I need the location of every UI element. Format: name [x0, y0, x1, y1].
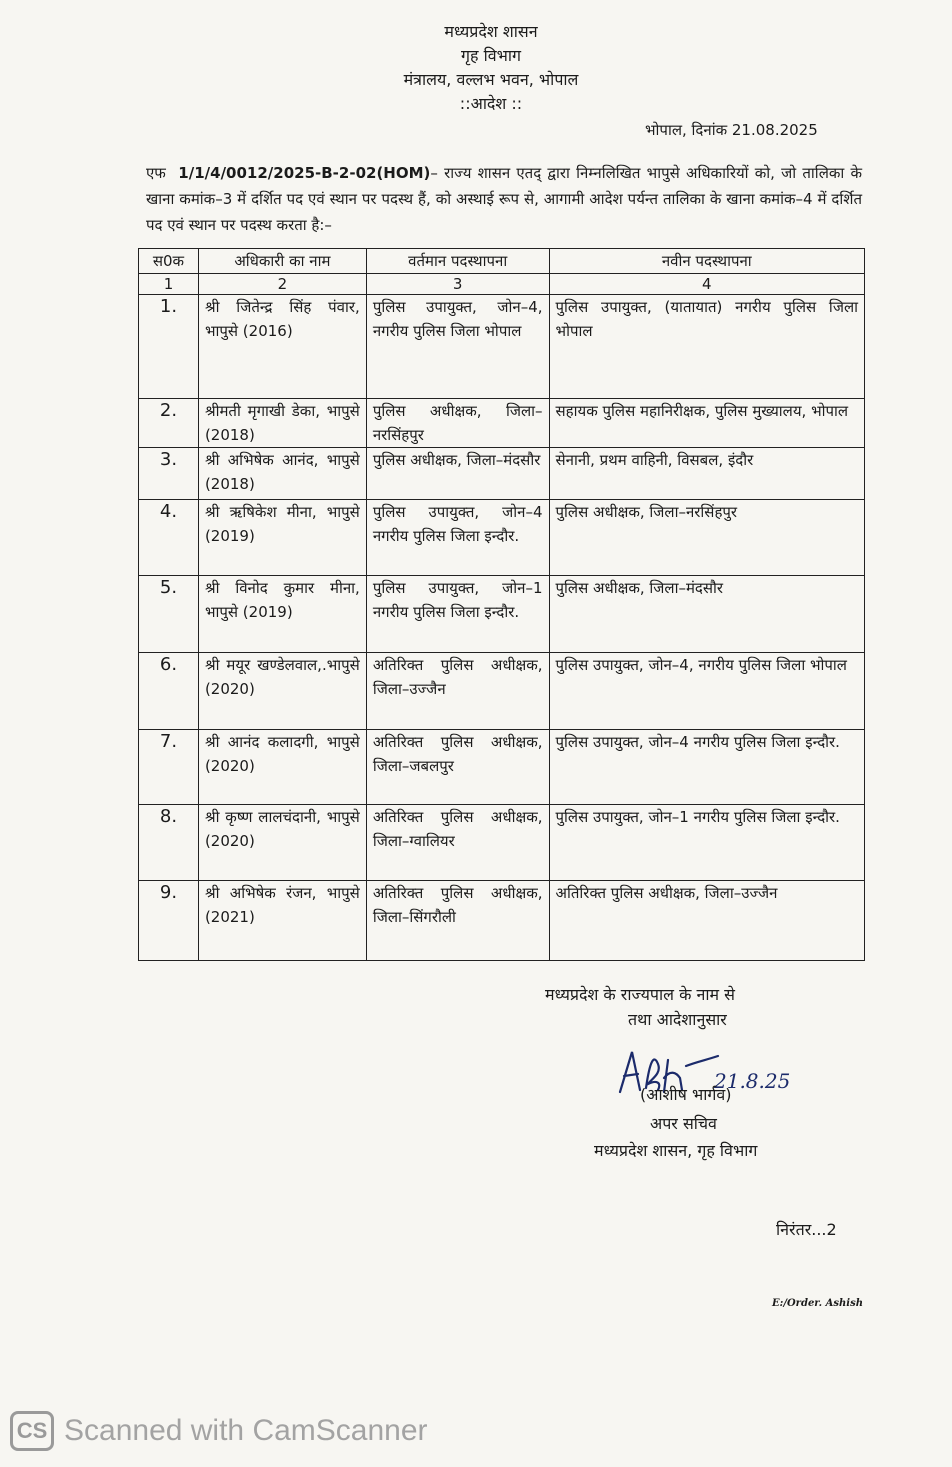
new-posting: सहायक पुलिस महानिरीक्षक, पुलिस मुख्यालय, भोपाल	[549, 399, 864, 448]
header-order-title: ::आदेश ::	[459, 94, 523, 113]
serial-number: 9.	[139, 881, 199, 961]
officer-name: श्री कृष्ण लालचंदानी, भापुसे (2020)	[198, 805, 366, 881]
officer-name: श्रीमती मृगाखी डेका, भापुसे (2018)	[198, 399, 366, 448]
new-posting: पुलिस उपायुक्त, जोन–4 नगरीय पुलिस जिला इन्दौर.	[549, 730, 864, 805]
col-number: 3	[366, 274, 549, 295]
current-posting: पुलिस उपायुक्त, जोन–1 नगरीय पुलिस जिला इन्दौर.	[366, 576, 549, 653]
header-government: मध्यप्रदेश शासन	[444, 22, 538, 41]
table-row	[139, 805, 865, 881]
order-text: – राज्य शासन एतद् द्वारा निम्नलिखित भापुसे अधिकारियों को, जो तालिका के खाना कमांक–3 में दर्शित पद एवं स्थान पर पदस्थ हैं, को अस्थाई रूप से, आगामी आदेश पर्यन्त तालिका के खाना कमांक–4 में दर्शित पद एवं स्थान पर पदस्थ करता है:–	[146, 164, 862, 234]
officer-name: श्री मयूर खण्डेलवाल,.भापुसे (2020)	[198, 653, 366, 730]
current-posting: पुलिस अधीक्षक, जिला–नरसिंहपुर	[366, 399, 549, 448]
table-row	[139, 881, 865, 961]
header-new-posting: नवीन पदस्थापना	[549, 249, 864, 274]
signatory-designation: अपर सचिव	[650, 1114, 717, 1133]
signatory-name: (आशीष भार्गव)	[640, 1085, 732, 1104]
header-serial: स0क	[139, 249, 199, 274]
file-reference: E:/Order. Ashish	[772, 1298, 863, 1309]
col-number: 2	[198, 274, 366, 295]
camscanner-logo-icon: CS	[10, 1411, 54, 1451]
signature-date: 21.8.25	[714, 1069, 791, 1093]
signature-authority-line2: तथा आदेशानुसार	[628, 1010, 727, 1029]
table-row	[139, 730, 865, 805]
col-number: 4	[549, 274, 864, 295]
serial-number: 2.	[139, 399, 199, 448]
serial-number: 5.	[139, 576, 199, 653]
new-posting: पुलिस उपायुक्त, (यातायात) नगरीय पुलिस जिला भोपाल	[549, 295, 864, 399]
posting-table	[138, 248, 865, 961]
document-header	[0, 20, 952, 116]
serial-number: 7.	[139, 730, 199, 805]
officer-name: श्री आनंद कलादगी, भापुसे (2020)	[198, 730, 366, 805]
officer-name: श्री विनोद कुमार मीना, भापुसे (2019)	[198, 576, 366, 653]
serial-number: 4.	[139, 500, 199, 576]
signatory-department: मध्यप्रदेश शासन, गृह विभाग	[594, 1141, 758, 1160]
order-paragraph	[146, 160, 862, 238]
header-current-posting: वर्तमान पदस्थापना	[366, 249, 549, 274]
table-row	[139, 576, 865, 653]
current-posting: अतिरिक्त पुलिस अधीक्षक, जिला–उज्जैन	[366, 653, 549, 730]
col-number: 1	[139, 274, 199, 295]
camscanner-watermark	[10, 1408, 428, 1454]
camscanner-text: Scanned with CamScanner	[64, 1414, 428, 1447]
table-header-row	[139, 249, 865, 274]
current-posting: अतिरिक्त पुलिस अधीक्षक, जिला–जबलपुर	[366, 730, 549, 805]
current-posting: अतिरिक्त पुलिस अधीक्षक, जिला–ग्वालियर	[366, 805, 549, 881]
table-column-numbers	[139, 274, 865, 295]
table-row	[139, 448, 865, 500]
officer-name: श्री जितेन्द्र सिंह पंवार, भापुसे (2016)	[198, 295, 366, 399]
signature-authority-line1: मध्यप्रदेश के राज्यपाल के नाम से	[545, 985, 735, 1004]
serial-number: 6.	[139, 653, 199, 730]
table-row	[139, 399, 865, 448]
serial-number: 3.	[139, 448, 199, 500]
officer-name: श्री अभिषेक आनंद, भापुसे (2018)	[198, 448, 366, 500]
new-posting: पुलिस उपायुक्त, जोन–1 नगरीय पुलिस जिला इन्दौर.	[549, 805, 864, 881]
new-posting: अतिरिक्त पुलिस अधीक्षक, जिला–उज्जैन	[549, 881, 864, 961]
order-prefix: एफ	[146, 164, 166, 182]
table-row	[139, 653, 865, 730]
new-posting: पुलिस अधीक्षक, जिला–मंदसौर	[549, 576, 864, 653]
new-posting: पुलिस अधीक्षक, जिला–नरसिंहपुर	[549, 500, 864, 576]
header-address: मंत्रालय, वल्लभ भवन, भोपाल	[403, 70, 579, 89]
new-posting: पुलिस उपायुक्त, जोन–4, नगरीय पुलिस जिला भोपाल	[549, 653, 864, 730]
header-officer-name: अधिकारी का नाम	[198, 249, 366, 274]
order-number: 1/1/4/0012/2025-B-2-02(HOM)	[178, 164, 431, 182]
table-row	[139, 500, 865, 576]
serial-number: 1.	[139, 295, 199, 399]
table-row	[139, 295, 865, 399]
order-date: भोपाल, दिनांक 21.08.2025	[645, 121, 818, 139]
new-posting: सेनानी, प्रथम वाहिनी, विसबल, इंदौर	[549, 448, 864, 500]
current-posting: पुलिस उपायुक्त, जोन–4 नगरीय पुलिस जिला इन्दौर.	[366, 500, 549, 576]
header-department: गृह विभाग	[460, 46, 522, 65]
officer-name: श्री ऋषिकेश मीना, भापुसे (2019)	[198, 500, 366, 576]
officer-name: श्री अभिषेक रंजन, भापुसे (2021)	[198, 881, 366, 961]
current-posting: पुलिस उपायुक्त, जोन–4, नगरीय पुलिस जिला भोपाल	[366, 295, 549, 399]
current-posting: पुलिस अधीक्षक, जिला–मंदसौर	[366, 448, 549, 500]
continued-marker: निरंतर...2	[776, 1220, 837, 1239]
current-posting: अतिरिक्त पुलिस अधीक्षक, जिला–सिंगरौली	[366, 881, 549, 961]
serial-number: 8.	[139, 805, 199, 881]
